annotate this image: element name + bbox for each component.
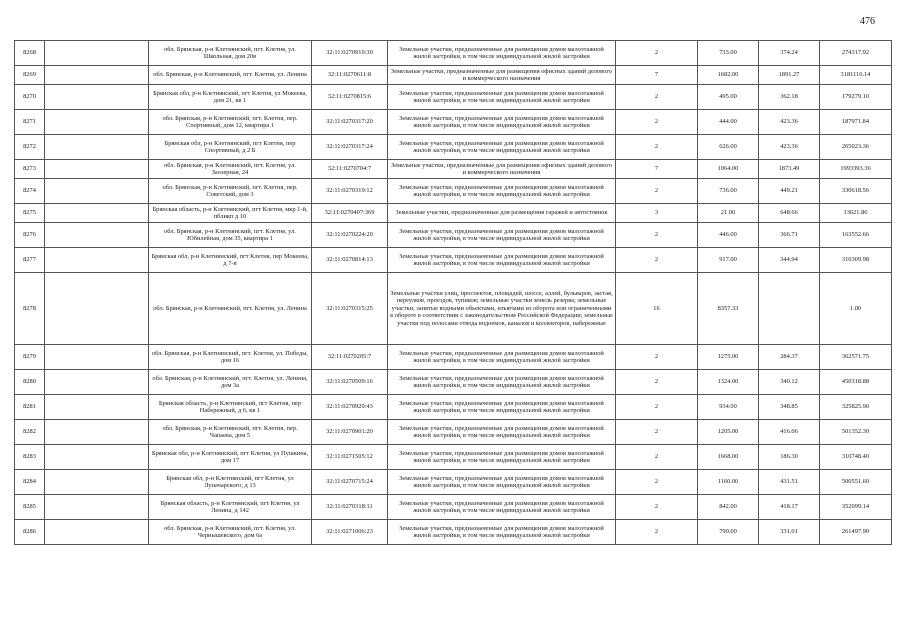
specific-value-cell: 423.36 <box>759 110 820 135</box>
specific-value-cell: 1891.27 <box>759 66 820 85</box>
row-number: 8281 <box>15 395 45 420</box>
cadastral-number-cell: 32:11:0270318:11 <box>312 495 388 520</box>
row-number: 8272 <box>15 135 45 160</box>
table-row <box>15 420 892 445</box>
cadastral-value-cell: 274317.92 <box>820 41 892 66</box>
permitted-use-cell: Земельные участки, предназначенные для размещения гаражей и автостоянок <box>388 204 616 223</box>
address-cell: Брянская обл, р-н Клетнянский, пгт Клетня, ул Луначарского, д 13 <box>149 470 312 495</box>
spacer-cell <box>45 470 149 495</box>
group-number-cell: 2 <box>616 495 698 520</box>
area-cell: 1064.00 <box>698 160 759 179</box>
row-number: 8284 <box>15 470 45 495</box>
area-cell: 790.00 <box>698 520 759 545</box>
specific-value-cell: 340.12 <box>759 370 820 395</box>
permitted-use-cell: Земельные участки улиц, проспектов, площадей, шоссе, аллей, бульваров, застав, переулков, проездов, тупиков; земельные участки земель резерва; земельные участки, занятые водными объектами, изъятыми из оборота или ограниченными в обороте в соответствии с законодательством Российской Федерации; земельные участки под полосами отвода водоемов, каналов и коллекторов, набережные <box>388 273 616 345</box>
row-number: 8278 <box>15 273 45 345</box>
specific-value-cell: 362.18 <box>759 85 820 110</box>
specific-value-cell: 374.24 <box>759 41 820 66</box>
specific-value-cell <box>759 273 820 345</box>
row-number: 8273 <box>15 160 45 179</box>
specific-value-cell: 348.85 <box>759 395 820 420</box>
table-row <box>15 85 892 110</box>
permitted-use-cell: Земельные участки, предназначенные для размещения домов малоэтажной жилой застройки, в том числе индивидуальной жилой застройки <box>388 110 616 135</box>
table-row <box>15 223 892 248</box>
specific-value-cell: 284.37 <box>759 345 820 370</box>
table-row <box>15 110 892 135</box>
group-number-cell: 2 <box>616 41 698 66</box>
row-number: 8282 <box>15 420 45 445</box>
cadastral-value-cell: 1.00 <box>820 273 892 345</box>
specific-value-cell: 449.21 <box>759 179 820 204</box>
table-row <box>15 495 892 520</box>
table-row <box>15 273 892 345</box>
cadastral-number-cell: 32:11:0270315:25 <box>312 273 388 345</box>
land-register-table <box>14 40 892 545</box>
row-number: 8280 <box>15 370 45 395</box>
table-row <box>15 470 892 495</box>
cadastral-number-cell: 32:11:0270205:7 <box>312 345 388 370</box>
permitted-use-cell: Земельные участки, предназначенные для размещения домов малоэтажной жилой застройки, в том числе индивидуальной жилой застройки <box>388 395 616 420</box>
group-number-cell: 7 <box>616 160 698 179</box>
row-number: 8283 <box>15 445 45 470</box>
area-cell: 934.00 <box>698 395 759 420</box>
specific-value-cell: 366.71 <box>759 223 820 248</box>
row-number: 8276 <box>15 223 45 248</box>
row-number: 8270 <box>15 85 45 110</box>
cadastral-value-cell: 187971.84 <box>820 110 892 135</box>
cadastral-value-cell: 1993393.36 <box>820 160 892 179</box>
spacer-cell <box>45 495 149 520</box>
permitted-use-cell: Земельные участки, предназначенные для размещения домов малоэтажной жилой застройки, в том числе индивидуальной жилой застройки <box>388 495 616 520</box>
permitted-use-cell: Земельные участки, предназначенные для размещения домов малоэтажной жилой застройки, в том числе индивидуальной жилой застройки <box>388 41 616 66</box>
specific-value-cell: 1873.49 <box>759 160 820 179</box>
address-cell: обл. Брянская, р-н Клетнянский, пгт. Клетня, пер. Советский, дом 3 <box>149 179 312 204</box>
address-cell: обл. Брянская, р-н Клетнянский, пгт. Клетня, ул. Школьная, дом 20в <box>149 41 312 66</box>
cadastral-number-cell: 32:11:0271505:12 <box>312 445 388 470</box>
group-number-cell: 2 <box>616 248 698 273</box>
cadastral-number-cell: 32:11:0270407:369 <box>312 204 388 223</box>
specific-value-cell: 186.30 <box>759 445 820 470</box>
group-number-cell: 2 <box>616 223 698 248</box>
specific-value-cell: 416.06 <box>759 420 820 445</box>
cadastral-value-cell: 3181116.14 <box>820 66 892 85</box>
group-number-cell: 2 <box>616 370 698 395</box>
group-number-cell: 2 <box>616 395 698 420</box>
cadastral-number-cell: 32:11:0270704:7 <box>312 160 388 179</box>
group-number-cell: 16 <box>616 273 698 345</box>
row-number: 8275 <box>15 204 45 223</box>
address-cell: обл. Брянская, р-н Клетнянский, пгт. Клетня, ул. Ленина <box>149 66 312 85</box>
area-cell: 1160.00 <box>698 470 759 495</box>
address-cell: Брянская область, р-н Клетнянский, пгт Клетня, мкр 1-й, пбликп д 10 <box>149 204 312 223</box>
table-row <box>15 160 892 179</box>
area-cell: 1205.00 <box>698 420 759 445</box>
spacer-cell <box>45 370 149 395</box>
table-row <box>15 66 892 85</box>
area-cell: 917.00 <box>698 248 759 273</box>
spacer-cell <box>45 204 149 223</box>
table-row <box>15 395 892 420</box>
group-number-cell: 2 <box>616 85 698 110</box>
permitted-use-cell: Земельные участки, предназначенные для размещения домов малоэтажной жилой застройки, в том числе индивидуальной жилой застройки <box>388 223 616 248</box>
spacer-cell <box>45 66 149 85</box>
address-cell: Брянская область, р-н Клетнянский, пгт Клетня, ул Ленина, д 142 <box>149 495 312 520</box>
cadastral-number-cell: 32:11:0270319:12 <box>312 179 388 204</box>
spacer-cell <box>45 135 149 160</box>
address-cell: обл. Брянская, р-н Клетнянский, пгт. Клетня, пер. Спортивный, дом 12, квартира 1 <box>149 110 312 135</box>
spacer-cell <box>45 520 149 545</box>
area-cell: 733.00 <box>698 41 759 66</box>
cadastral-value-cell: 179279.10 <box>820 85 892 110</box>
permitted-use-cell: Земельные участки, предназначенные для размещения домов малоэтажной жилой застройки, в том числе индивидуальной жилой застройки <box>388 135 616 160</box>
address-cell: Брянская область, р-н Клетнянский, пгт Клетня, пер Набережный, д 6, кв 1 <box>149 395 312 420</box>
page-number: 476 <box>860 16 875 27</box>
group-number-cell: 2 <box>616 420 698 445</box>
cadastral-value-cell: 316309.98 <box>820 248 892 273</box>
cadastral-value-cell: 352099.14 <box>820 495 892 520</box>
cadastral-number-cell: 32:11:0270901:20 <box>312 420 388 445</box>
row-number: 8269 <box>15 66 45 85</box>
spacer-cell <box>45 179 149 204</box>
group-number-cell: 2 <box>616 470 698 495</box>
permitted-use-cell: Земельные участки, предназначенные для размещения домов малоэтажной жилой застройки, в том числе индивидуальной жилой застройки <box>388 520 616 545</box>
permitted-use-cell: Земельные участки, предназначенные для размещения домов малоэтажной жилой застройки, в том числе индивидуальной жилой застройки <box>388 179 616 204</box>
permitted-use-cell: Земельные участки, предназначенные для размещения домов малоэтажной жилой застройки, в том числе индивидуальной жилой застройки <box>388 85 616 110</box>
permitted-use-cell: Земельные участки, предназначенные для размещения офисных зданий делового и коммерческого назначения <box>388 160 616 179</box>
address-cell: обл. Брянская, р-н Клетнянский, пгт. Клетня, ул. Победы, дом 16 <box>149 345 312 370</box>
permitted-use-cell: Земельные участки, предназначенные для размещения домов малоэтажной жилой застройки, в том числе индивидуальной жилой застройки <box>388 420 616 445</box>
permitted-use-cell: Земельные участки, предназначенные для размещения офисных зданий делового и коммерческого назначения <box>388 66 616 85</box>
area-cell: 495.00 <box>698 85 759 110</box>
address-cell: обл. Брянская, р-н Клетнянский, пгт. Клетня, ул. Юбилейная, дом 35, квартира 1 <box>149 223 312 248</box>
group-number-cell: 2 <box>616 179 698 204</box>
area-cell: 444.00 <box>698 110 759 135</box>
row-number: 8277 <box>15 248 45 273</box>
cadastral-number-cell: 32:11:0270929:43 <box>312 395 388 420</box>
row-number: 8279 <box>15 345 45 370</box>
spacer-cell <box>45 85 149 110</box>
permitted-use-cell: Земельные участки, предназначенные для размещения домов малоэтажной жилой застройки, в том числе индивидуальной жилой застройки <box>388 470 616 495</box>
group-number-cell: 2 <box>616 445 698 470</box>
area-cell: 1324.00 <box>698 370 759 395</box>
area-cell: 446.00 <box>698 223 759 248</box>
area-cell: 1682.00 <box>698 66 759 85</box>
cadastral-number-cell: 32:11:0270814:13 <box>312 248 388 273</box>
table-row <box>15 370 892 395</box>
address-cell: Брянская обл, р-н Клетнянский, пгт Клетня, пер Спортивный, д 2 Б <box>149 135 312 160</box>
register-rows <box>15 41 892 545</box>
address-cell: Брянская обл, р-н Клетнянский, пгт Клетня, пер Мокеева, д 7-в <box>149 248 312 273</box>
permitted-use-cell: Земельные участки, предназначенные для размещения домов малоэтажной жилой застройки, в том числе индивидуальной жилой застройки <box>388 370 616 395</box>
cadastral-number-cell: 32:11:0270910:30 <box>312 41 388 66</box>
spacer-cell <box>45 160 149 179</box>
cadastral-value-cell: 450318.88 <box>820 370 892 395</box>
address-cell: обл. Брянская, р-н Клетнянский, пгт. Клетня, ул. Ленина <box>149 273 312 345</box>
permitted-use-cell: Земельные участки, предназначенные для размещения домов малоэтажной жилой застройки, в том числе индивидуальной жилой застройки <box>388 248 616 273</box>
cadastral-number-cell: 32:11:0270317:24 <box>312 135 388 160</box>
address-cell: обл. Брянская, р-н Клетнянский, пгт. Клетня, ул. Ленина, дом 3а <box>149 370 312 395</box>
cadastral-number-cell: 32:11:0270815:6 <box>312 85 388 110</box>
spacer-cell <box>45 110 149 135</box>
specific-value-cell: 418.17 <box>759 495 820 520</box>
group-number-cell: 3 <box>616 204 698 223</box>
address-cell: обл. Брянская, р-н Клетнянский, пгт. Клетня, пер. Чапаева, дом 5 <box>149 420 312 445</box>
area-cell: 8357.33 <box>698 273 759 345</box>
spacer-cell <box>45 345 149 370</box>
group-number-cell: 2 <box>616 110 698 135</box>
table-row <box>15 204 892 223</box>
cadastral-value-cell: 500551.60 <box>820 470 892 495</box>
cadastral-value-cell: 310748.40 <box>820 445 892 470</box>
specific-value-cell: 344.94 <box>759 248 820 273</box>
table-row <box>15 179 892 204</box>
row-number: 8274 <box>15 179 45 204</box>
cadastral-value-cell: 325825.90 <box>820 395 892 420</box>
cadastral-value-cell: 13621.86 <box>820 204 892 223</box>
cadastral-number-cell: 32:11:0270715:24 <box>312 470 388 495</box>
specific-value-cell: 648.66 <box>759 204 820 223</box>
table-row <box>15 248 892 273</box>
address-cell: обл. Брянская, р-н Клетнянский, пгт. Клетня, ул. Чернышевского, дом 6а <box>149 520 312 545</box>
cadastral-value-cell: 362571.75 <box>820 345 892 370</box>
table-row <box>15 445 892 470</box>
table-row <box>15 520 892 545</box>
area-cell: 626.00 <box>698 135 759 160</box>
cadastral-number-cell: 32:11:0270317:20 <box>312 110 388 135</box>
cadastral-value-cell: 261497.90 <box>820 520 892 545</box>
cadastral-value-cell: 501352.30 <box>820 420 892 445</box>
address-cell: Брянская обл, р-н Клетнянский, пгт Клетня, ул Пушкина, дом 17 <box>149 445 312 470</box>
cadastral-value-cell: 265023.36 <box>820 135 892 160</box>
row-number: 8286 <box>15 520 45 545</box>
row-number: 8271 <box>15 110 45 135</box>
area-cell: 842.00 <box>698 495 759 520</box>
group-number-cell: 2 <box>616 520 698 545</box>
area-cell: 21.00 <box>698 204 759 223</box>
specific-value-cell: 331.01 <box>759 520 820 545</box>
permitted-use-cell: Земельные участки, предназначенные для размещения домов малоэтажной жилой застройки, в том числе индивидуальной жилой застройки <box>388 445 616 470</box>
group-number-cell: 2 <box>616 345 698 370</box>
cadastral-number-cell: 32:11:0270509:16 <box>312 370 388 395</box>
row-number: 8268 <box>15 41 45 66</box>
group-number-cell: 7 <box>616 66 698 85</box>
area-cell: 1275.00 <box>698 345 759 370</box>
spacer-cell <box>45 420 149 445</box>
cadastral-value-cell: 330618.56 <box>820 179 892 204</box>
spacer-cell <box>45 445 149 470</box>
area-cell: 1668.00 <box>698 445 759 470</box>
group-number-cell: 2 <box>616 135 698 160</box>
table-row <box>15 135 892 160</box>
spacer-cell <box>45 223 149 248</box>
table-row <box>15 345 892 370</box>
row-number: 8285 <box>15 495 45 520</box>
cadastral-value-cell: 163552.66 <box>820 223 892 248</box>
spacer-cell <box>45 395 149 420</box>
spacer-cell <box>45 248 149 273</box>
specific-value-cell: 423.36 <box>759 135 820 160</box>
address-cell: Брянская обл, р-н Клетнянский, пгт Клетня, ул Мокеева, дом 21, кв 1 <box>149 85 312 110</box>
cadastral-number-cell: 32:11:0270611:8 <box>312 66 388 85</box>
cadastral-number-cell: 32:11:0270224:20 <box>312 223 388 248</box>
table-row <box>15 41 892 66</box>
specific-value-cell: 431.51 <box>759 470 820 495</box>
permitted-use-cell: Земельные участки, предназначенные для размещения домов малоэтажной жилой застройки, в том числе индивидуальной жилой застройки <box>388 345 616 370</box>
spacer-cell <box>45 41 149 66</box>
spacer-cell <box>45 273 149 345</box>
address-cell: обл. Брянская, р-н Клетнянский, пгт. Клетня, ул. Заозерная, 24 <box>149 160 312 179</box>
cadastral-number-cell: 32:11:0271006:23 <box>312 520 388 545</box>
area-cell: 736.00 <box>698 179 759 204</box>
